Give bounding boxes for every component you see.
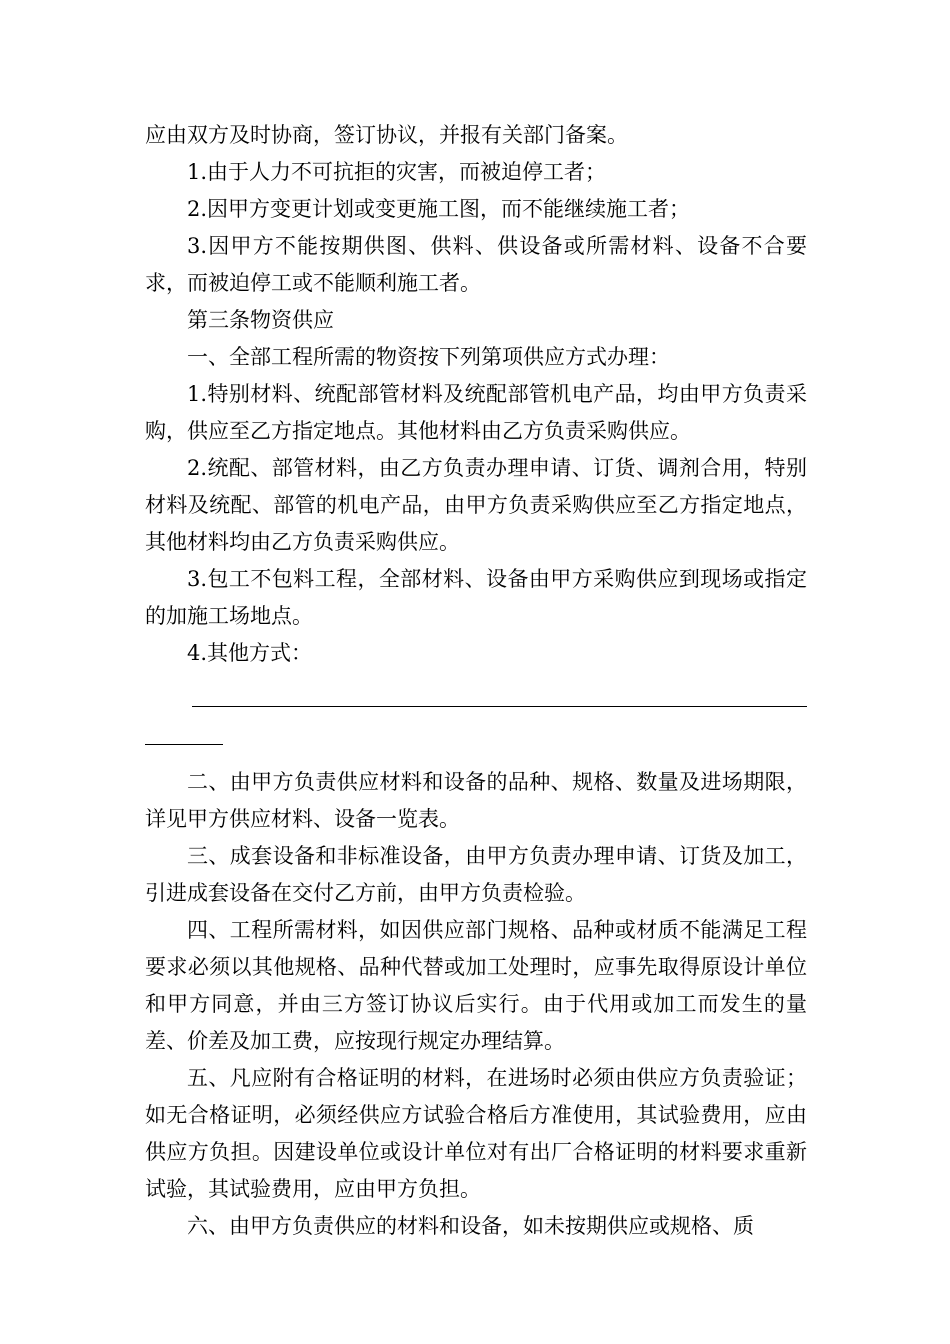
spacer	[145, 736, 807, 764]
paragraph: 应由双方及时协商，签订协议，并报有关部门备案。	[145, 123, 628, 147]
paragraph: 3.包工不包料工程，全部材料、设备由甲方采购供应到现场或指定的加施工场地点。	[145, 567, 807, 628]
document-body	[145, 117, 807, 1245]
paragraph: 六、由甲方负责供应的材料和设备，如未按期供应或规格、质	[187, 1214, 754, 1238]
paragraph: 1.特别材料、统配部管材料及统配部管机电产品，均由甲方负责采购，供应至乙方指定地点。其他材料由乙方负责采购供应。	[145, 382, 807, 443]
paragraph: 四、工程所需材料，如因供应部门规格、品种或材质不能满足工程要求必须以其他规格、品种代替或加工处理时，应事先取得原设计单位和甲方同意，并由三方签订协议后实行。由于代用或加工而发生的量差、价差及加工费，应按现行规定办理结算。	[145, 918, 807, 1053]
paragraph: 五、凡应附有合格证明的材料，在进场时必须由供应方负责验证；如无合格证明，必须经供应方试验合格后方准使用，其试验费用，应由供应方负担。因建设单位或设计单位对有出厂合格证明的材料要求重新试验，其试验费用，应由甲方负担。	[145, 1066, 807, 1201]
paragraph: 3.因甲方不能按期供图、供料、供设备或所需材料、设备不合要求，而被迫停工或不能顺利施工者。	[145, 234, 807, 295]
paragraph: 一、全部工程所需的物资按下列第项供应方式办理：	[187, 345, 670, 369]
paragraph: 4.其他方式：	[187, 641, 313, 665]
fill-in-blank-line	[145, 676, 807, 736]
paragraph: 二、由甲方负责供应材料和设备的品种、规格、数量及进场期限，详见甲方供应材料、设备一览表。	[145, 770, 807, 831]
blank-underline	[145, 744, 223, 745]
blank-underline	[192, 706, 807, 707]
paragraph: 1.由于人力不可抗拒的灾害，而被迫停工者；	[187, 160, 607, 184]
paragraph: 三、成套设备和非标准设备，由甲方负责办理申请、订货及加工，引进成套设备在交付乙方前，由甲方负责检验。	[145, 844, 807, 905]
section-heading: 第三条物资供应	[187, 308, 334, 332]
paragraph: 2.因甲方变更计划或变更施工图，而不能继续施工者；	[187, 197, 691, 221]
paragraph: 2.统配、部管材料，由乙方负责办理申请、订货、调剂合用，特别材料及统配、部管的机电产品，由甲方负责采购供应至乙方指定地点，其他材料均由乙方负责采购供应。	[145, 456, 807, 554]
